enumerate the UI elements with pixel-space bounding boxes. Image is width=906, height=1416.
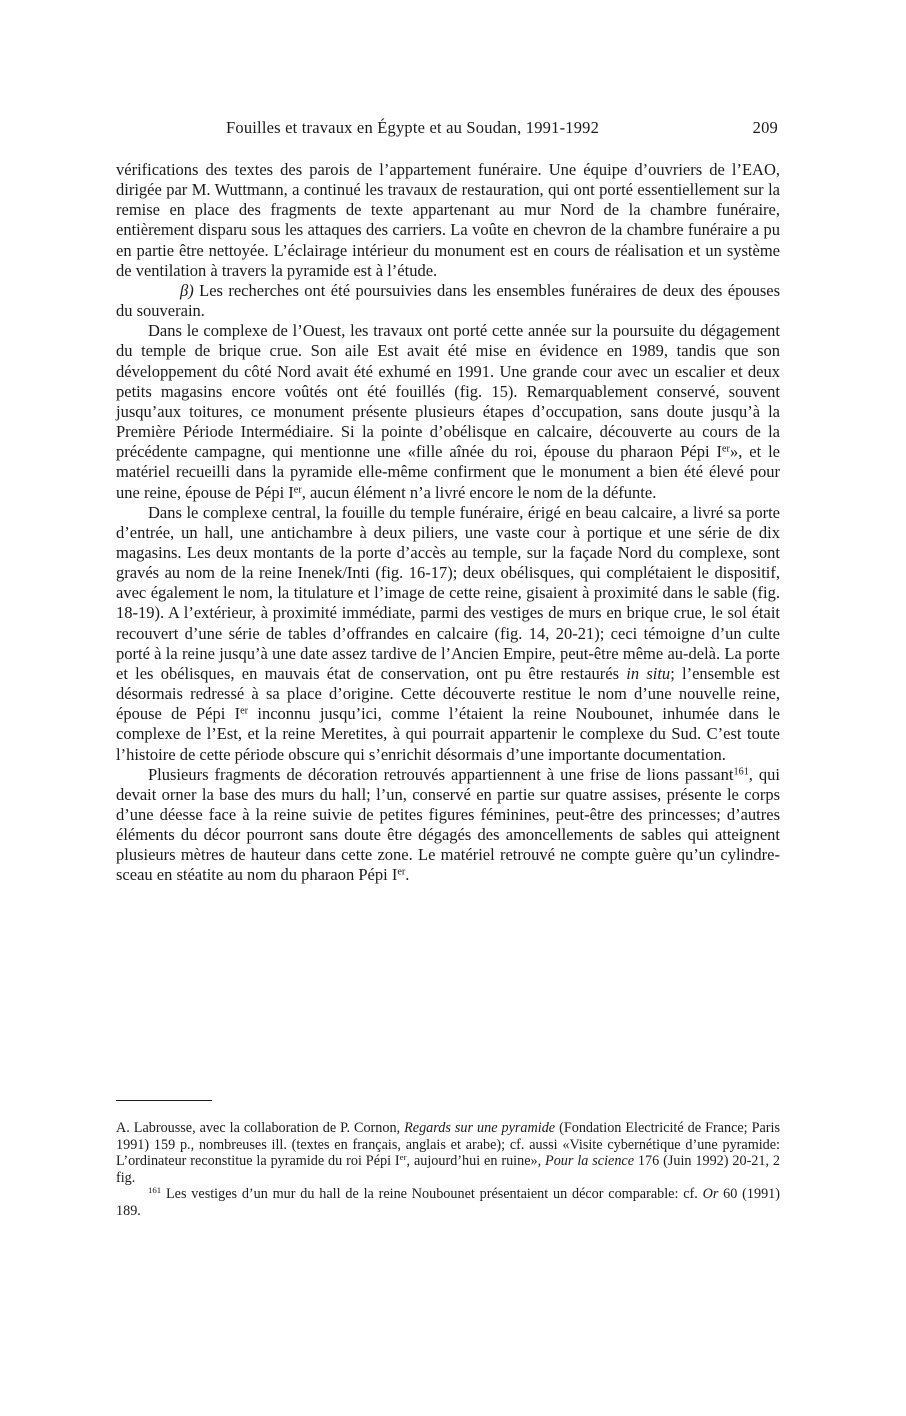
paragraph-4: [116, 503, 780, 765]
footnote-source-text-d: 176 (Juin 1992) 20-21, 2 fig.: [116, 1153, 781, 1186]
running-title: Fouilles et travaux en Égypte et au Soudan, 1991-1992: [226, 118, 600, 137]
main-text: [116, 160, 780, 886]
footnote-source-text-c: , aujourd’hui en ruine»,: [406, 1153, 546, 1169]
page-number: 209: [752, 118, 778, 137]
paragraph-2-text: Les recherches ont été poursuivies dans les ensembles funéraires de deux des épouses du souverain.: [116, 280, 780, 321]
footnote-journal-title: Pour la science: [545, 1153, 635, 1169]
footnote-source: [116, 1120, 780, 1186]
footnote-number: 161: [148, 1185, 162, 1196]
footnote-separator: [116, 1100, 212, 1101]
paragraph-5-text-a: Plusieurs fragments de décoration retrouvés appartiennent à une frise de lions passant: [148, 764, 734, 784]
paragraph-3-text-b: », et le matériel recueilli dans la pyramide elle-même confirment que le monument a bien été élevé pour une reine, épouse de Pépi I: [116, 442, 780, 502]
superscript-er: er: [399, 1152, 407, 1163]
paragraph-1-text: vérifications des textes des parois de l’appartement funéraire. Une équipe d’ouvriers de l’EAO, dirigée par M. Wuttmann, a continué les travaux de restauration, qui ont porté essentiellement sur la remise en place des fragments de texte appartenant au mur Nord de la chambre funéraire, entièrement disparu sous les attaques des carriers. La voûte en chevron de la chambre funéraire a pu en partie être nettoyée. L’éclairage intérieur du monument est en cours de réalisation et un système de ventilation à travers la pyramide est à l’étude.: [116, 160, 780, 280]
paragraph-5: [116, 765, 780, 886]
paragraph-1: [116, 160, 780, 281]
italic-in-situ: in situ: [626, 663, 671, 683]
footnote-source-text-a: A. Labrousse, avec la collaboration de P. Cornon,: [116, 1120, 405, 1136]
footnote-reference-161[interactable]: 161: [733, 766, 749, 778]
paragraph-3-text-c: , aucun élément n’a livré encore le nom de la défunte.: [301, 482, 657, 502]
footnote-161-text-a: Les vestiges d’un mur du hall de la reine Noubounet présentaient un décor comparable: cf.: [161, 1186, 703, 1202]
footnote-161: [116, 1186, 780, 1219]
paragraph-5-text-c: .: [405, 865, 410, 885]
paragraph-4-text-b: ; l’ensemble est désormais redressé à sa place d’origine. Cette découverte restitue le nom d’une nouvelle reine, épouse de Pépi I: [116, 663, 780, 724]
paragraph-2-marker: β): [180, 280, 194, 300]
superscript-er: er: [397, 866, 406, 878]
superscript-er: er: [293, 483, 302, 495]
footnotes: [116, 1120, 780, 1219]
footnote-book-title: Regards sur une pyramide: [404, 1120, 556, 1136]
footnote-161-journal: Or: [702, 1186, 719, 1202]
paragraph-2: [116, 281, 780, 321]
paragraph-4-text-c: inconnu jusqu’ici, comme l’étaient la reine Noubounet, inhumée dans le complexe de l’Est, et la reine Meretites, à qui pourrait appartenir le complexe du Sud. C’est toute l’histoire de cette période obscure qui s’enrichit désormais d’une importante documentation.: [116, 704, 780, 764]
paragraph-3: [116, 321, 780, 502]
paragraph-5-text-b: , qui devait orner la base des murs du hall; l’un, conservé en partie sur quatre assises, présente le corps d’une déesse face à la reine suivie de petites figures féminines, peut-être des princesses; d’autres éléments du décor pourront sans doute être dégagés des amoncellements de sables qui atteignent plusieurs mètres de hauteur dans cette zone. Le matériel retrouvé ne compte guère qu’un cylindre-sceau en stéatite au nom du pharaon Pépi I: [116, 764, 780, 885]
paragraph-3-text-a: Dans le complexe de l’Ouest, les travaux ont porté cette année sur la poursuite du dégagement du temple de brique crue. Son aile Est avait été mise en évidence en 1989, tandis que son développement du côté Nord avait été exhumé en 1991. Une grande cour avec un escalier et deux petits magasins encore voûtés ont été fouillés (fig. 15). Remarquablement conservé, souvent jusqu’aux toitures, ce monument présente plusieurs étapes d’occupation, sans doute jusqu’à la Première Période Intermédiaire. Si la pointe d’obélisque en calcaire, découverte au cours de la précédente campagne, qui mentionne une «fille aînée du roi, épouse du pharaon Pépi I: [116, 321, 780, 462]
superscript-er: er: [721, 443, 730, 455]
footnote-source-text-b: (Fondation Electricité de France; Paris 1991) 159 p., nombreuses ill. (textes en français, anglais et arabe); cf. aussi «Visite cybernétique d’une pyramide: L’ordinateur reconstitue la pyramide du roi Pépi I: [116, 1120, 780, 1169]
footnote-161-text-b: 60 (1991) 189.: [116, 1186, 781, 1219]
superscript-er: er: [240, 705, 249, 717]
paragraph-4-text-a: Dans le complexe central, la fouille du temple funéraire, érigé en beau calcaire, a livré sa porte d’entrée, un hall, une antichambre à deux piliers, une vaste cour à portique et une série de dix magasins. Les deux montants de la porte d’accès au temple, sur la façade Nord du complexe, sont gravés au nom de la reine Inenek/Inti (fig. 16-17); deux obélisques, qui complétaient le dispositif, avec également le nom, la titulature et l’image de cette reine, gisaient à proximité dans le sable (fig. 18-19). A l’extérieur, à proximité immédiate, parmi des vestiges de murs en brique crue, le sol était recouvert d’une série de tables d’offrandes en calcaire (fig. 14, 20-21); ceci témoigne d’un culte porté à la reine jusqu’à une date assez tardive de l’Ancien Empire, peut-être même au-delà. La porte et les obélisques, en mauvais état de conservation, ont pu être restaurés: [116, 502, 780, 683]
